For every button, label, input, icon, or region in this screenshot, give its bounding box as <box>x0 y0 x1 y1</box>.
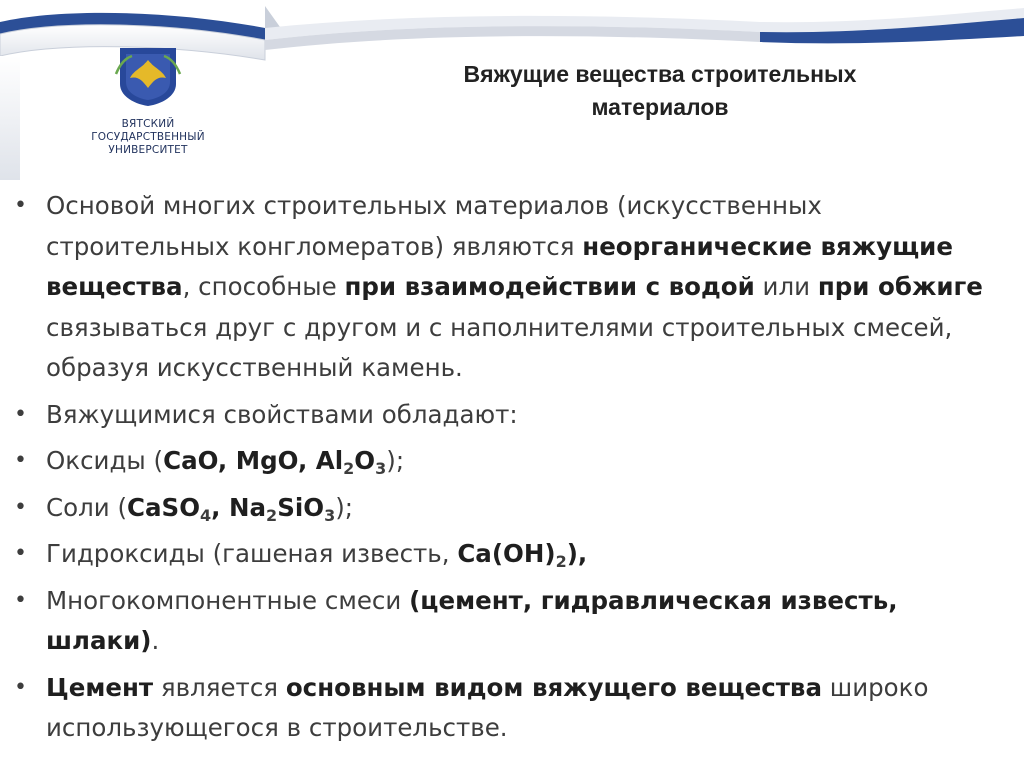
bullet-segment: . <box>151 626 160 655</box>
bullet-dot: • <box>14 401 27 427</box>
bullet-list <box>12 186 1012 755</box>
bullet-segment: , способные <box>182 272 345 301</box>
bullet-dot: • <box>14 541 27 566</box>
bullet-segment: неорганические вяжущие вещества <box>46 231 953 301</box>
bullet-segment: Гидроксиды (гашеная известь, <box>46 539 458 568</box>
bullet-text <box>46 191 983 382</box>
bullet-text <box>46 586 898 656</box>
bullet-segment: O <box>354 446 376 475</box>
bullet-item <box>12 186 1012 389</box>
bullet-dot: • <box>14 674 27 700</box>
slide-title <box>300 58 1020 124</box>
slide-title-line: Вяжущие вещества строительных <box>463 61 857 87</box>
bullet-segment: основным видом вяжущего вещества <box>285 672 822 702</box>
bullet-segment: 3 <box>375 459 387 478</box>
bullet-segment: Цемент <box>46 672 154 702</box>
bullet-dot: • <box>14 494 27 520</box>
bullet-segment: Основой многих строительных материалов (искусственных строительных конгломератов) являются <box>46 191 822 261</box>
bullet-segment: Ca(OH) <box>457 539 556 568</box>
bullet-text <box>46 400 518 429</box>
bullet-segment: CaO, MgO, Al <box>163 446 344 475</box>
bullet-text <box>46 673 928 743</box>
university-name-line: ГОСУДАРСТВЕННЫЙ <box>91 131 205 143</box>
bullet-item <box>12 581 1012 662</box>
bullet-item <box>12 668 1012 749</box>
bullet-item <box>12 395 1012 436</box>
bullet-segment: при взаимодействии с водой <box>344 272 755 301</box>
bullet-segment: Многокомпонентные смеси <box>46 585 410 615</box>
bullet-text <box>46 446 405 478</box>
bullet-segment: или <box>754 272 818 301</box>
bullet-text <box>46 539 588 571</box>
bullet-dot: • <box>14 193 27 218</box>
bullet-item <box>12 534 1012 575</box>
bullet-segment: CaSO <box>127 492 201 522</box>
bullet-segment: широко использующегося в строительстве. <box>46 672 929 742</box>
bullet-segment: 2 <box>555 552 567 571</box>
bullet-segment: ); <box>335 492 354 522</box>
bullet-segment: ), <box>566 539 588 568</box>
bullet-segment: SiO <box>277 492 325 522</box>
bullet-segment: Вяжущимися свойствами обладают: <box>46 399 518 429</box>
university-crest-icon <box>112 44 184 108</box>
bullet-segment: (цемент, гидравлическая известь, шлаки) <box>46 585 898 655</box>
bullet-segment: 2 <box>343 459 355 478</box>
bullet-dot: • <box>14 587 27 613</box>
bullet-text <box>46 492 354 525</box>
bullet-segment: Оксиды ( <box>46 446 164 475</box>
bullet-segment: Соли ( <box>46 492 128 522</box>
bullet-segment: 2 <box>266 505 278 525</box>
bullet-segment: ); <box>386 446 405 475</box>
bullet-item <box>12 441 1012 482</box>
bullet-dot: • <box>14 448 27 473</box>
slide-title-line: материалов <box>591 94 729 120</box>
university-name-line: ВЯТСКИЙ <box>121 118 175 130</box>
bullet-segment: является <box>153 672 286 702</box>
bullet-segment: 4 <box>200 505 212 525</box>
university-name-line: УНИВЕРСИТЕТ <box>108 144 188 156</box>
university-name <box>78 118 218 157</box>
bullet-segment: , Na <box>211 492 267 522</box>
bullet-item <box>12 488 1012 529</box>
bullet-segment: 3 <box>324 505 336 525</box>
bullet-segment: связываться друг с другом и с наполнителями строительных смесей, образуя искусственный камень. <box>46 312 953 382</box>
bullet-segment: при обжиге <box>817 272 983 301</box>
